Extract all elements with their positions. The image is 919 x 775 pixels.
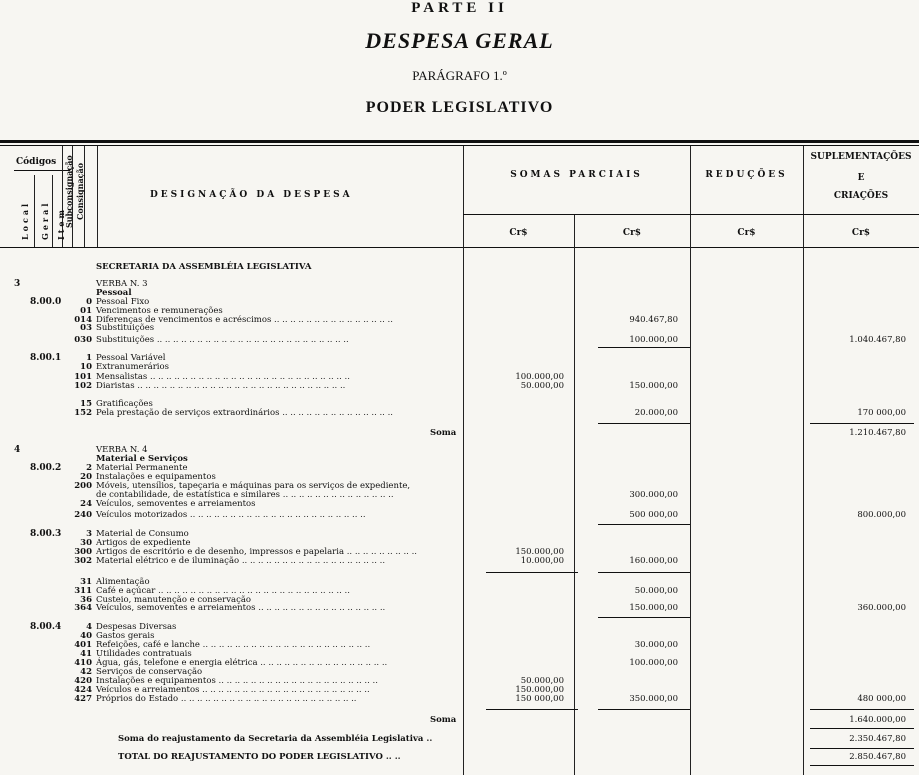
row-description-text: Diaristas	[96, 381, 135, 391]
row-code-label: 8.00.1	[30, 353, 62, 363]
row-item-number: 420	[74, 676, 92, 686]
currency-header-2: Cr$	[622, 228, 642, 238]
subtotal-rule	[598, 617, 690, 618]
col-divider-reducoes	[690, 146, 691, 775]
suplementacao-value: 170 000,00	[857, 408, 906, 418]
subtotal-rule	[486, 709, 578, 710]
row-code-label: 8.00.2	[30, 463, 62, 473]
row-code-label: 4	[14, 445, 21, 455]
row-item-number: 20	[80, 472, 92, 482]
row-item-number: 240	[74, 510, 92, 520]
row-description-text: Mensalistas	[96, 372, 148, 382]
document-title: DESPESA GERAL	[365, 28, 554, 53]
suplementacoes-header: SUPLEMENTAÇÕES	[810, 152, 912, 162]
partial-sum-2: 150.000,00	[629, 381, 678, 391]
header-bottom-rule	[0, 247, 919, 248]
row-item-number: 424	[74, 685, 92, 695]
partial-sum-2: 940.467,80	[629, 315, 678, 325]
row-description-text: Veículos, semoventes e arreiamentos	[96, 499, 256, 509]
row-description	[96, 336, 349, 345]
row-item-number: 3	[86, 529, 92, 539]
row-description-text: Substituições	[96, 323, 155, 333]
row-code-label: 8.00.4	[30, 622, 62, 632]
row-item-number: 31	[80, 577, 92, 587]
col-divider-suplementacoes	[803, 146, 804, 775]
criacoes-header: CRIAÇÕES	[833, 191, 889, 201]
row-item-number: 410	[74, 658, 92, 668]
row-description-text: Gratificações	[96, 399, 153, 409]
row-item-number: 030	[74, 335, 92, 345]
suplementacao-value: 1.640.000,00	[849, 715, 906, 725]
row-description	[96, 263, 311, 272]
subtotal-rule	[486, 572, 578, 573]
currency-header-3: Cr$	[737, 228, 756, 238]
local-header: Local	[20, 200, 30, 240]
col-divider-designacao	[97, 146, 98, 247]
subtotal-rule	[810, 423, 914, 424]
partial-sum-1: 150.000,00	[515, 547, 564, 557]
leader-dots: .. .. .. .. .. .. .. .. .. .. .. .. .. .. .. .. .. .. .. .. .. ..	[178, 694, 357, 704]
partial-sum-2: 160.000,00	[629, 556, 678, 566]
row-description-text: Próprios do Estado	[96, 694, 179, 704]
total-rule	[810, 765, 914, 766]
partial-sum-2: 100.000,00	[629, 335, 678, 345]
row-item-number: 014	[74, 315, 92, 325]
row-description-text: Diferenças de vencimentos e acréscimos	[96, 315, 272, 325]
row-description-text: Veículos motorizados	[96, 510, 188, 520]
codigos-header: Códigos	[16, 157, 57, 167]
subtotal-rule	[810, 728, 914, 729]
section-heading: PODER LEGISLATIVO	[365, 99, 554, 116]
row-description	[96, 382, 345, 391]
row-description	[96, 363, 169, 372]
leader-dots: .. .. .. .. .. .. .. .. .. .. .. .. .. ..	[279, 408, 393, 418]
partial-sum-1: 150.000,00	[515, 685, 564, 695]
somas-subheader-rule	[463, 214, 919, 215]
row-description-text: Pessoal	[96, 288, 132, 298]
soma-secretaria-value: 2.350.467,80	[849, 734, 906, 744]
row-item-number: 364	[74, 603, 92, 613]
row-code-label: 8.00.0	[30, 297, 62, 307]
row-description-text: Instalações e equipamentos	[96, 472, 216, 482]
row-description-text: Utilidades contratuais	[96, 649, 192, 659]
partial-sum-1: 100.000,00	[515, 372, 564, 382]
row-description	[96, 604, 385, 613]
suplementacao-value: 800.000,00	[857, 510, 906, 520]
leader-dots: .. .. .. .. .. .. .. .. .. .. .. .. .. .. .. .. .. .. .. ..	[215, 676, 378, 686]
row-description-text: Móveis, utensílios, tapeçaria e máquinas para os serviços de expediente,	[96, 481, 411, 491]
codes-col-sep-1	[34, 175, 35, 247]
row-description-text: Extranumerários	[96, 362, 169, 372]
partial-sum-2: 500 000,00	[629, 510, 678, 520]
row-description-text: Substituições	[96, 335, 155, 345]
leader-dots: .. .. .. .. .. .. .. .. .. .. .. .. .. .. .. .. .. .. .. .. .. .. .. ..	[154, 335, 349, 345]
row-item-number: 101	[74, 372, 92, 382]
row-item-number: 102	[74, 381, 92, 391]
row-item-number: 41	[80, 649, 92, 659]
soma-label: Soma	[430, 715, 457, 725]
row-item-number: 4	[86, 622, 92, 632]
row-description-text: VERBA N. 4	[96, 445, 148, 455]
row-description-text: Custeio, manutenção e conservação	[96, 595, 252, 605]
leader-dots: .. .. .. .. .. .. .. .. .. .. .. .. .. .. .. .. .. .. .. .. .. .. .. ..	[155, 586, 350, 596]
partial-sum-1: 50.000,00	[520, 381, 564, 391]
row-description-text: Gastos gerais	[96, 631, 155, 641]
row-description-text: Vencimentos e remunerações	[96, 306, 223, 316]
row-description-text: Pessoal Fixo	[96, 297, 150, 307]
subtotal-rule	[598, 709, 690, 710]
suplementacao-value: 1.040.467,80	[849, 335, 906, 345]
row-description	[96, 695, 357, 704]
row-description-text: de contabilidade, de estatística e similares	[96, 490, 281, 500]
row-description	[96, 511, 366, 520]
geral-header: Geral	[40, 200, 50, 240]
row-description	[96, 324, 154, 333]
part-heading: PARTE II	[411, 0, 508, 16]
row-item-number: 36	[80, 595, 92, 605]
item-header: Item	[56, 207, 66, 240]
leader-dots: .. .. .. .. .. .. .. .. .. .. .. .. .. ..	[280, 490, 394, 500]
soma-label: Soma	[430, 428, 457, 438]
row-item-number: 427	[74, 694, 92, 704]
partial-sum-2: 20.000,00	[634, 408, 678, 418]
partial-sum-1: 50.000,00	[520, 676, 564, 686]
row-item-number: 24	[80, 499, 92, 509]
subtotal-rule	[810, 709, 914, 710]
row-item-number: 2	[86, 463, 92, 473]
leader-dots: .. .. .. .. .. .. .. .. .. .. .. .. .. .. .. .. .. .. .. .. .. .. .. .. .. ..	[134, 381, 346, 391]
leader-dots: .. .. .. .. .. .. .. .. .. .. .. .. .. .. ..	[271, 315, 393, 325]
consignacao-header: Consignação	[75, 162, 85, 220]
subconsignacao-header: Subconsignação	[64, 155, 74, 228]
row-item-number: 1	[86, 353, 92, 363]
partial-sum-1: 10.000,00	[520, 556, 564, 566]
leader-dots: .. .. .. .. .. .. .. .. ..	[344, 547, 417, 557]
row-item-number: 152	[74, 408, 92, 418]
row-code-label: 3	[14, 279, 21, 289]
soma-secretaria-label: Soma do reajustamento da Secretaria da Assembléia Legislativa ..	[118, 734, 433, 744]
suplementacao-value: 1.210.467,80	[849, 428, 906, 438]
row-item-number: 300	[74, 547, 92, 557]
row-item-number: 01	[80, 306, 92, 316]
row-description-text: Artigos de expediente	[96, 538, 191, 548]
row-description-text: Veículos e arreiamentos	[96, 685, 200, 695]
row-description-text: Despesas Diversas	[96, 622, 177, 632]
row-item-number: 302	[74, 556, 92, 566]
currency-header-4: Cr$	[851, 228, 871, 238]
leader-dots: .. .. .. .. .. .. .. .. .. .. .. .. .. .. .. .. .. .. .. .. .. ..	[187, 510, 366, 520]
leader-dots: .. .. .. .. .. .. .. .. .. .. .. .. .. .. .. ..	[255, 603, 386, 613]
row-description-text: Material Permanente	[96, 463, 188, 473]
row-description-text: VERBA N. 3	[96, 279, 148, 289]
row-description	[96, 500, 256, 509]
table-top-rule	[0, 140, 919, 143]
subtotal-rule	[598, 572, 690, 573]
row-description-text: Material elétrico e de iluminação	[96, 556, 240, 566]
subtotal-rule	[598, 347, 690, 348]
table-top-rule-thin	[0, 145, 919, 146]
paragraph-heading: PARÁGRAFO 1.º	[412, 68, 507, 83]
suplementacao-value: 480 000,00	[857, 694, 906, 704]
row-item-number: 03	[80, 323, 92, 333]
reducoes-header: REDUÇÕES	[705, 170, 788, 180]
row-item-number: 401	[74, 640, 92, 650]
row-description-text: Pela prestação de serviços extraordinários	[96, 408, 280, 418]
row-item-number: 30	[80, 538, 92, 548]
partial-sum-2: 50.000,00	[634, 586, 678, 596]
row-description-text: Artigos de escritório e de desenho, impressos e papelaria	[96, 547, 345, 557]
row-item-number: 42	[80, 667, 92, 677]
partial-sum-2: 30.000,00	[634, 640, 678, 650]
designacao-header: DESIGNAÇÃO DA DESPESA	[150, 190, 353, 200]
row-code-label: 8.00.3	[30, 529, 62, 539]
row-description-text: Alimentação	[96, 577, 150, 587]
total-value: 2.850.467,80	[849, 752, 906, 762]
row-item-number: 10	[80, 362, 92, 372]
e-header: E	[857, 173, 865, 183]
partial-sum-2: 300.000,00	[629, 490, 678, 500]
row-description-text: Instalações e equipamentos	[96, 676, 216, 686]
row-description-text: Material e Serviços	[96, 454, 188, 464]
partial-sum-1: 150 000,00	[515, 694, 564, 704]
somas-parciais-header: SOMAS PARCIAIS	[510, 170, 643, 180]
leader-dots: .. .. .. .. .. .. .. .. .. .. .. .. .. .. .. .. .. ..	[239, 556, 386, 566]
row-description-text: Refeições, café e lanche	[96, 640, 200, 650]
row-item-number: 0	[86, 297, 92, 307]
row-description-text: Pessoal Variável	[96, 353, 166, 363]
leader-dots: .. .. .. .. .. .. .. .. .. .. .. .. .. .. .. .. .. .. .. .. ..	[199, 640, 371, 650]
row-description-text: Veículos, semoventes e arreiamentos	[96, 603, 256, 613]
codes-col-sep-2	[52, 175, 53, 247]
row-description-text: Serviços de conservação	[96, 667, 203, 677]
row-description	[96, 409, 393, 418]
partial-sum-2: 350.000,00	[629, 694, 678, 704]
subtotal-rule	[598, 524, 690, 525]
partial-sum-2: 150.000,00	[629, 603, 678, 613]
row-description-text: Água, gás, telefone e energia elétrica	[96, 658, 258, 668]
currency-header-1: Cr$	[509, 228, 528, 238]
row-description-text: SECRETARIA DA ASSEMBLÉIA LEGISLATIVA	[96, 262, 312, 272]
partial-sum-2: 100.000,00	[629, 658, 678, 668]
row-description-text: Café e açúcar	[96, 586, 156, 596]
soma-secretaria-rule	[810, 748, 914, 749]
row-item-number: 311	[74, 586, 92, 596]
subtotal-rule	[598, 423, 690, 424]
suplementacao-value: 360.000,00	[857, 603, 906, 613]
leader-dots: .. .. .. .. .. .. .. .. .. .. .. .. .. .. .. .. .. .. .. .. ..	[199, 685, 370, 695]
row-item-number: 40	[80, 631, 92, 641]
row-description	[96, 557, 385, 566]
row-description-text: Material de Consumo	[96, 529, 189, 539]
row-item-number: 200	[74, 481, 92, 491]
total-label: TOTAL DO REAJUSTAMENTO DO PODER LEGISLATIVO .. ..	[118, 752, 401, 762]
leader-dots: .. .. .. .. .. .. .. .. .. .. .. .. .. .. .. ..	[257, 658, 388, 668]
row-item-number: 15	[80, 399, 92, 409]
leader-dots: .. .. .. .. .. .. .. .. .. .. .. .. .. .. .. .. .. .. .. .. .. .. .. .. ..	[147, 372, 350, 382]
